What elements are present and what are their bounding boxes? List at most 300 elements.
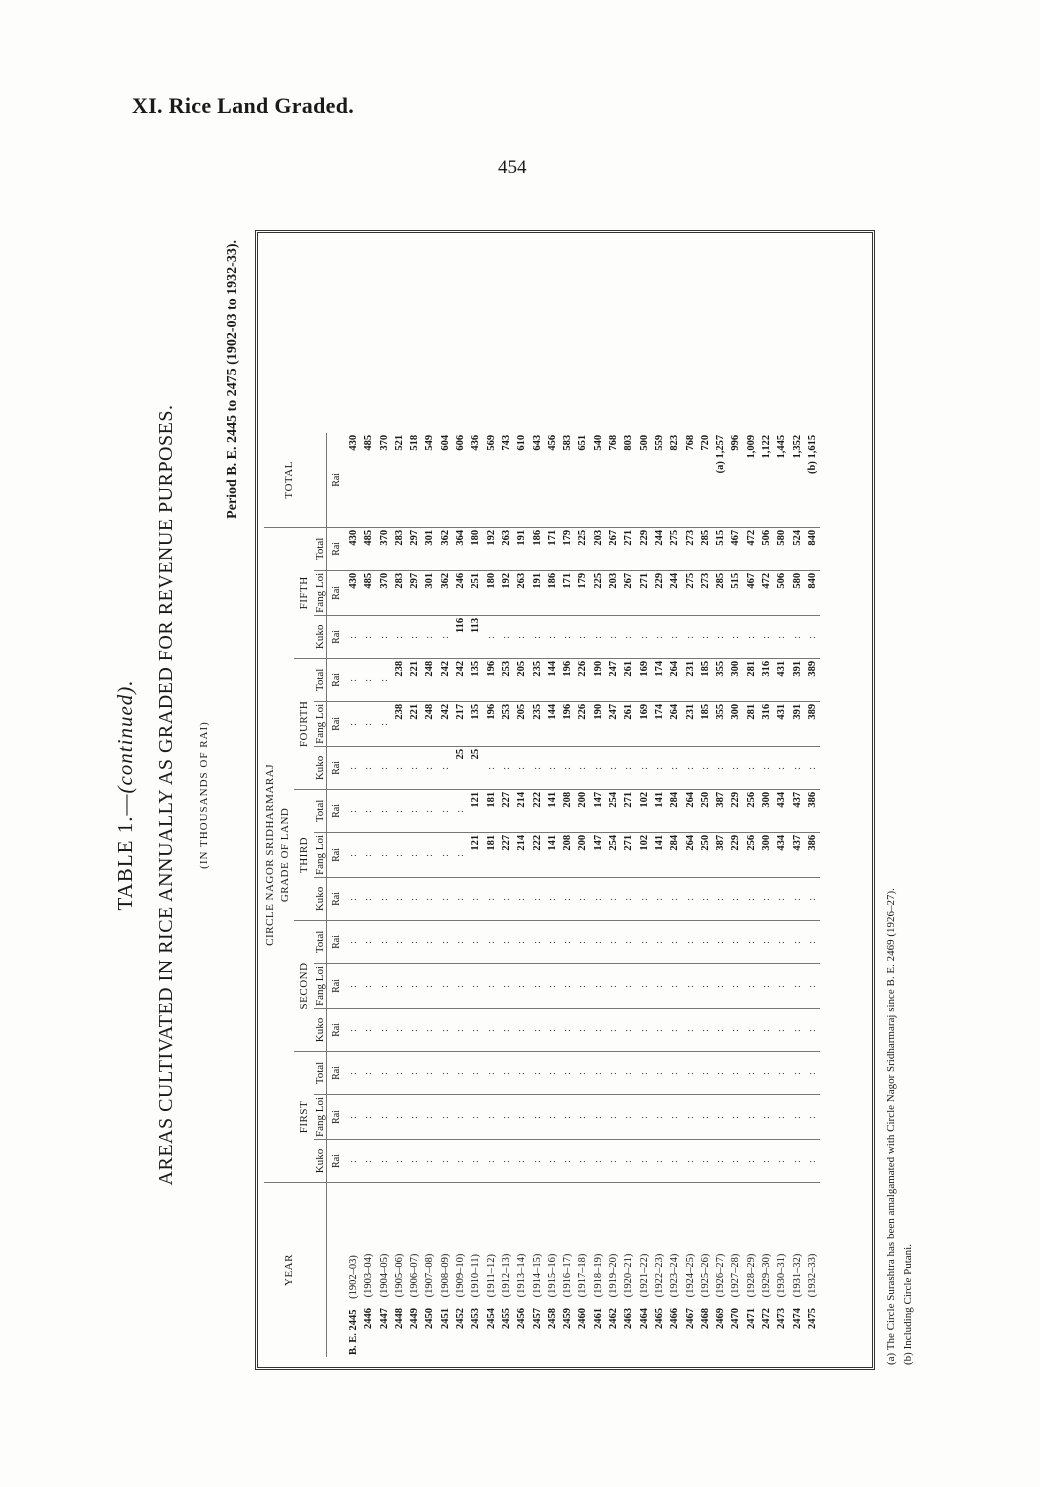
empty-cell: : xyxy=(698,746,713,789)
total-cell: 485 xyxy=(361,433,376,528)
empty-cell: : xyxy=(560,963,575,1008)
subcol-fang-loi-header: Fang Loi xyxy=(314,832,327,877)
empty-cell: : xyxy=(667,615,682,658)
empty-cell: : xyxy=(744,963,759,1008)
empty-cell: : xyxy=(422,920,437,963)
empty-cell: : xyxy=(621,746,636,789)
value-cell: 190 xyxy=(591,701,606,746)
total-cell: 1,445 xyxy=(774,433,789,528)
be-year: 2460 xyxy=(577,1308,589,1329)
empty-cell: : xyxy=(346,1094,361,1139)
empty-cell: : xyxy=(484,1051,499,1094)
value-cell: 285 xyxy=(698,527,713,570)
empty-cell: : xyxy=(591,877,606,920)
empty-cell: : xyxy=(422,615,437,658)
empty-cell: : xyxy=(637,920,652,963)
empty-cell: : xyxy=(514,963,529,1008)
empty-cell: : xyxy=(392,746,407,789)
year-cell xyxy=(575,1183,590,1358)
be-year: 2475 xyxy=(806,1308,818,1329)
year-cell xyxy=(468,1183,483,1358)
value-cell: 200 xyxy=(575,832,590,877)
empty-cell: : xyxy=(438,832,453,877)
value-cell: 229 xyxy=(637,527,652,570)
value-cell: 191 xyxy=(530,570,545,615)
value-cell: 190 xyxy=(591,658,606,701)
empty-cell: : xyxy=(728,746,743,789)
empty-cell: : xyxy=(560,877,575,920)
empty-cell: : xyxy=(790,1051,805,1094)
value-cell: 263 xyxy=(499,527,514,570)
empty-cell: : xyxy=(774,877,789,920)
value-cell: 141 xyxy=(545,789,560,832)
empty-cell: : xyxy=(530,877,545,920)
value-cell: 434 xyxy=(774,789,789,832)
value-cell: 264 xyxy=(667,658,682,701)
empty-cell: : xyxy=(346,746,361,789)
empty-cell: : xyxy=(560,1140,575,1183)
empty-cell: : xyxy=(790,746,805,789)
grade-fifth-header: FIFTH xyxy=(294,527,314,658)
empty-cell: : xyxy=(637,1094,652,1139)
empty-cell: : xyxy=(621,1140,636,1183)
value-cell: 192 xyxy=(499,570,514,615)
empty-cell: : xyxy=(392,920,407,963)
total-cell: 540 xyxy=(591,433,606,528)
empty-cell: : xyxy=(545,877,560,920)
empty-cell: : xyxy=(484,1140,499,1183)
empty-cell: : xyxy=(667,1140,682,1183)
ce-year: (1924–25) xyxy=(684,1253,696,1300)
empty-cell: : xyxy=(805,877,820,920)
value-cell: 506 xyxy=(774,570,789,615)
year-cell xyxy=(621,1183,636,1358)
ce-year: (1918–19) xyxy=(592,1253,604,1300)
total-cell: 559 xyxy=(652,433,667,528)
empty-cell: : xyxy=(377,658,392,701)
value-cell: 244 xyxy=(667,570,682,615)
value-cell: 301 xyxy=(422,570,437,615)
value-cell: 248 xyxy=(422,701,437,746)
total-subcol-spacer xyxy=(314,433,327,528)
empty-cell: : xyxy=(530,615,545,658)
ce-year: (1923–24) xyxy=(669,1253,681,1300)
empty-cell: : xyxy=(744,615,759,658)
empty-cell: : xyxy=(698,1140,713,1183)
empty-cell: : xyxy=(392,832,407,877)
ce-year: (1932–33) xyxy=(806,1253,818,1300)
empty-cell: : xyxy=(545,1094,560,1139)
table-row xyxy=(346,433,361,1357)
empty-cell: : xyxy=(728,615,743,658)
empty-cell: : xyxy=(637,963,652,1008)
empty-cell: : xyxy=(698,1094,713,1139)
empty-cell: : xyxy=(560,1051,575,1094)
year-cell xyxy=(438,1183,453,1358)
empty-cell: : xyxy=(484,963,499,1008)
be-prefix: B. E. xyxy=(348,1330,359,1355)
empty-cell: : xyxy=(346,701,361,746)
value-cell: 181 xyxy=(484,789,499,832)
empty-cell: : xyxy=(530,1008,545,1051)
value-cell: 355 xyxy=(713,701,728,746)
value-cell: 264 xyxy=(683,832,698,877)
empty-cell: : xyxy=(499,746,514,789)
empty-cell: : xyxy=(744,877,759,920)
subcol-total-header: Total xyxy=(314,1051,327,1094)
empty-cell: : xyxy=(805,746,820,789)
empty-cell: : xyxy=(683,920,698,963)
value-cell: 273 xyxy=(683,527,698,570)
empty-cell: : xyxy=(744,1094,759,1139)
empty-cell: : xyxy=(377,1008,392,1051)
empty-cell: : xyxy=(514,746,529,789)
value-cell: 229 xyxy=(728,832,743,877)
unit-label: Rai xyxy=(327,1008,347,1051)
empty-cell: : xyxy=(484,920,499,963)
table-row xyxy=(606,433,621,1357)
empty-cell: : xyxy=(422,832,437,877)
empty-cell: : xyxy=(361,1051,376,1094)
total-cell: 518 xyxy=(407,433,422,528)
value-cell: 430 xyxy=(346,527,361,570)
table-row xyxy=(422,433,437,1357)
empty-cell: : xyxy=(805,920,820,963)
empty-cell: : xyxy=(514,920,529,963)
ce-year: (1927–28) xyxy=(730,1253,742,1300)
empty-cell: : xyxy=(560,920,575,963)
total-cell: 720 xyxy=(698,433,713,528)
empty-cell: : xyxy=(422,877,437,920)
empty-cell: : xyxy=(667,963,682,1008)
unit-note: (IN THOUSANDS OF RAI) xyxy=(198,721,210,869)
value-cell: 185 xyxy=(698,701,713,746)
empty-cell: : xyxy=(713,615,728,658)
total-cell: 743 xyxy=(499,433,514,528)
empty-cell: : xyxy=(392,1140,407,1183)
empty-cell: : xyxy=(759,1140,774,1183)
empty-cell: : xyxy=(744,1051,759,1094)
ce-year: (1913–14) xyxy=(516,1253,528,1300)
empty-cell: : xyxy=(438,615,453,658)
ce-year: (1930–31) xyxy=(776,1253,788,1300)
value-cell: 254 xyxy=(606,789,621,832)
empty-cell: : xyxy=(621,1094,636,1139)
ce-year: (1912–13) xyxy=(500,1253,512,1300)
value-cell: 135 xyxy=(468,658,483,701)
empty-cell: : xyxy=(744,920,759,963)
total-cell: 430 xyxy=(346,433,361,528)
unit-label: Rai xyxy=(327,527,347,570)
unit-label: Rai xyxy=(327,433,347,528)
value-cell: 144 xyxy=(545,658,560,701)
be-year: 2468 xyxy=(699,1308,711,1329)
table-row xyxy=(484,433,499,1357)
be-year: 2469 xyxy=(715,1308,727,1329)
empty-cell: : xyxy=(774,1140,789,1183)
empty-cell: : xyxy=(606,920,621,963)
empty-cell: : xyxy=(560,1008,575,1051)
table-row xyxy=(453,433,468,1357)
empty-cell: : xyxy=(560,1094,575,1139)
value-cell: 281 xyxy=(744,701,759,746)
unit-label: Rai xyxy=(327,832,347,877)
empty-cell: : xyxy=(591,615,606,658)
value-cell: 169 xyxy=(637,658,652,701)
empty-cell: : xyxy=(377,746,392,789)
empty-cell: : xyxy=(438,1051,453,1094)
empty-cell: : xyxy=(683,1008,698,1051)
empty-cell: : xyxy=(468,1094,483,1139)
empty-cell: : xyxy=(499,920,514,963)
value-cell: 297 xyxy=(407,527,422,570)
value-cell: 580 xyxy=(774,527,789,570)
be-year: 2474 xyxy=(791,1308,803,1329)
value-cell: 174 xyxy=(652,658,667,701)
year-cell xyxy=(422,1183,437,1358)
empty-cell: : xyxy=(468,1008,483,1051)
empty-cell: : xyxy=(346,658,361,701)
empty-cell: : xyxy=(438,1140,453,1183)
value-cell: 389 xyxy=(805,701,820,746)
empty-cell: : xyxy=(560,746,575,789)
empty-cell: : xyxy=(361,1008,376,1051)
value-cell: 102 xyxy=(637,789,652,832)
empty-cell: : xyxy=(392,1051,407,1094)
total-cell: 643 xyxy=(530,433,545,528)
empty-cell: : xyxy=(346,877,361,920)
empty-cell: : xyxy=(361,832,376,877)
value-cell: 208 xyxy=(560,832,575,877)
ce-year: (1906–07) xyxy=(409,1253,421,1300)
empty-cell: : xyxy=(407,1140,422,1183)
value-cell: 300 xyxy=(728,701,743,746)
value-cell: 431 xyxy=(774,658,789,701)
table-row xyxy=(392,433,407,1357)
total-cell: 436 xyxy=(468,433,483,528)
empty-cell: : xyxy=(621,877,636,920)
empty-cell: : xyxy=(667,1051,682,1094)
value-cell: 271 xyxy=(621,832,636,877)
empty-cell: : xyxy=(407,963,422,1008)
empty-cell: : xyxy=(453,920,468,963)
unit-label: Rai xyxy=(327,1094,347,1139)
value-cell: 242 xyxy=(438,701,453,746)
value-cell: 135 xyxy=(468,701,483,746)
circle-header: CIRCLE NAGOR SRIDHARMARAJ xyxy=(264,527,276,1182)
total-cell: 606 xyxy=(453,433,468,528)
empty-cell: : xyxy=(759,920,774,963)
table-row xyxy=(530,433,545,1357)
empty-cell: : xyxy=(698,1051,713,1094)
empty-cell: : xyxy=(728,1008,743,1051)
empty-cell: : xyxy=(667,920,682,963)
be-year: 2464 xyxy=(638,1308,650,1329)
empty-cell: : xyxy=(407,832,422,877)
value-cell: 222 xyxy=(530,789,545,832)
section-header: XI. Rice Land Graded. xyxy=(132,93,355,118)
table-row xyxy=(744,433,759,1357)
value-cell: 506 xyxy=(759,527,774,570)
empty-cell: : xyxy=(438,963,453,1008)
year-cell xyxy=(637,1183,652,1358)
empty-cell: : xyxy=(453,1140,468,1183)
value-cell: 185 xyxy=(698,658,713,701)
empty-cell: : xyxy=(575,1094,590,1139)
grade-fourth-header: FOURTH xyxy=(294,658,314,789)
table-row xyxy=(591,433,606,1357)
empty-cell: : xyxy=(575,920,590,963)
empty-cell: : xyxy=(774,1008,789,1051)
empty-cell: : xyxy=(759,615,774,658)
value-cell: 362 xyxy=(438,527,453,570)
value-cell: 267 xyxy=(621,570,636,615)
empty-cell: : xyxy=(468,920,483,963)
empty-cell: : xyxy=(484,877,499,920)
empty-cell: : xyxy=(377,1140,392,1183)
year-cell xyxy=(652,1183,667,1358)
empty-cell: : xyxy=(759,1094,774,1139)
empty-cell: : xyxy=(438,1008,453,1051)
ce-year: (1928–29) xyxy=(745,1253,757,1300)
grade-first-header: FIRST xyxy=(294,1051,314,1182)
ce-year: (1905–06) xyxy=(393,1253,405,1300)
value-cell: 238 xyxy=(392,658,407,701)
empty-cell: : xyxy=(698,615,713,658)
value-cell: 214 xyxy=(514,789,529,832)
total-cell: (a) 1,257 xyxy=(713,433,728,528)
total-cell: 549 xyxy=(422,433,437,528)
value-cell: 386 xyxy=(805,832,820,877)
be-year: 2450 xyxy=(424,1308,436,1329)
value-cell: 284 xyxy=(667,832,682,877)
value-cell: 370 xyxy=(377,570,392,615)
be-year: 2448 xyxy=(393,1308,405,1329)
empty-cell: : xyxy=(361,615,376,658)
value-cell: 250 xyxy=(698,789,713,832)
be-year: 2465 xyxy=(653,1308,665,1329)
total-cell: (b) 1,615 xyxy=(805,433,820,528)
empty-cell: : xyxy=(453,1094,468,1139)
value-cell: 221 xyxy=(407,701,422,746)
value-cell: 180 xyxy=(484,570,499,615)
empty-cell: : xyxy=(683,877,698,920)
ce-year: (1916–17) xyxy=(562,1253,574,1300)
value-cell: 205 xyxy=(514,658,529,701)
value-cell: 144 xyxy=(545,701,560,746)
be-year: 2472 xyxy=(761,1308,773,1329)
empty-cell: : xyxy=(407,789,422,832)
empty-cell: : xyxy=(637,1008,652,1051)
total-cell: 651 xyxy=(575,433,590,528)
value-cell: 244 xyxy=(652,527,667,570)
value-cell: 485 xyxy=(361,570,376,615)
empty-cell: : xyxy=(453,789,468,832)
value-cell: 247 xyxy=(606,658,621,701)
unit-label: Rai xyxy=(327,920,347,963)
year-cell xyxy=(728,1183,743,1358)
value-cell: 171 xyxy=(560,570,575,615)
footnotes xyxy=(883,888,917,1365)
value-cell: 227 xyxy=(499,789,514,832)
empty-cell: : xyxy=(407,877,422,920)
value-cell: 25 xyxy=(468,746,483,789)
unit-label: Rai xyxy=(327,615,347,658)
empty-cell: : xyxy=(790,1094,805,1139)
value-cell: 231 xyxy=(683,701,698,746)
be-year: 2454 xyxy=(485,1308,497,1329)
empty-cell: : xyxy=(514,1140,529,1183)
empty-cell: : xyxy=(484,615,499,658)
value-cell: 467 xyxy=(744,570,759,615)
empty-cell: : xyxy=(545,615,560,658)
empty-cell: : xyxy=(805,615,820,658)
empty-cell: : xyxy=(667,746,682,789)
be-year: 2470 xyxy=(730,1308,742,1329)
value-cell: 300 xyxy=(759,789,774,832)
total-cell: 996 xyxy=(728,433,743,528)
table-row xyxy=(545,433,560,1357)
value-cell: 275 xyxy=(667,527,682,570)
empty-cell: : xyxy=(575,1140,590,1183)
empty-cell: : xyxy=(683,615,698,658)
table-row xyxy=(652,433,667,1357)
ce-year: (1920–21) xyxy=(623,1253,635,1300)
empty-cell: : xyxy=(514,877,529,920)
be-year: 2453 xyxy=(470,1308,482,1329)
empty-cell: : xyxy=(438,789,453,832)
empty-cell: : xyxy=(591,746,606,789)
empty-cell: : xyxy=(361,920,376,963)
empty-cell: : xyxy=(545,920,560,963)
empty-cell: : xyxy=(468,1051,483,1094)
ce-year: (1926–27) xyxy=(715,1253,727,1300)
empty-cell: : xyxy=(392,877,407,920)
empty-cell: : xyxy=(407,1008,422,1051)
empty-cell: : xyxy=(637,1051,652,1094)
empty-cell: : xyxy=(713,920,728,963)
empty-cell: : xyxy=(530,1051,545,1094)
empty-cell: : xyxy=(728,920,743,963)
empty-cell: : xyxy=(514,1094,529,1139)
empty-cell: : xyxy=(422,963,437,1008)
empty-cell: : xyxy=(683,746,698,789)
value-cell: 203 xyxy=(606,570,621,615)
unit-label: Rai xyxy=(327,1051,347,1094)
empty-cell: : xyxy=(438,1094,453,1139)
empty-cell: : xyxy=(361,746,376,789)
empty-cell: : xyxy=(667,1094,682,1139)
empty-cell: : xyxy=(392,1008,407,1051)
year-cell xyxy=(606,1183,621,1358)
empty-cell: : xyxy=(698,963,713,1008)
value-cell: 102 xyxy=(637,832,652,877)
empty-cell: : xyxy=(377,832,392,877)
ce-year: (1908–09) xyxy=(439,1253,451,1300)
total-cell: 370 xyxy=(377,433,392,528)
value-cell: 208 xyxy=(560,789,575,832)
be-year: 2459 xyxy=(562,1308,574,1329)
table-subtitle: AREAS CULTIVATED IN RICE ANNUALLY AS GRADED FOR REVENUE PURPOSES. xyxy=(155,404,177,1186)
value-cell: 229 xyxy=(728,789,743,832)
empty-cell: : xyxy=(790,877,805,920)
empty-cell: : xyxy=(422,1051,437,1094)
value-cell: 174 xyxy=(652,701,667,746)
empty-cell: : xyxy=(591,1051,606,1094)
value-cell: 437 xyxy=(790,789,805,832)
subcol-total-header: Total xyxy=(314,527,327,570)
value-cell: 196 xyxy=(560,701,575,746)
